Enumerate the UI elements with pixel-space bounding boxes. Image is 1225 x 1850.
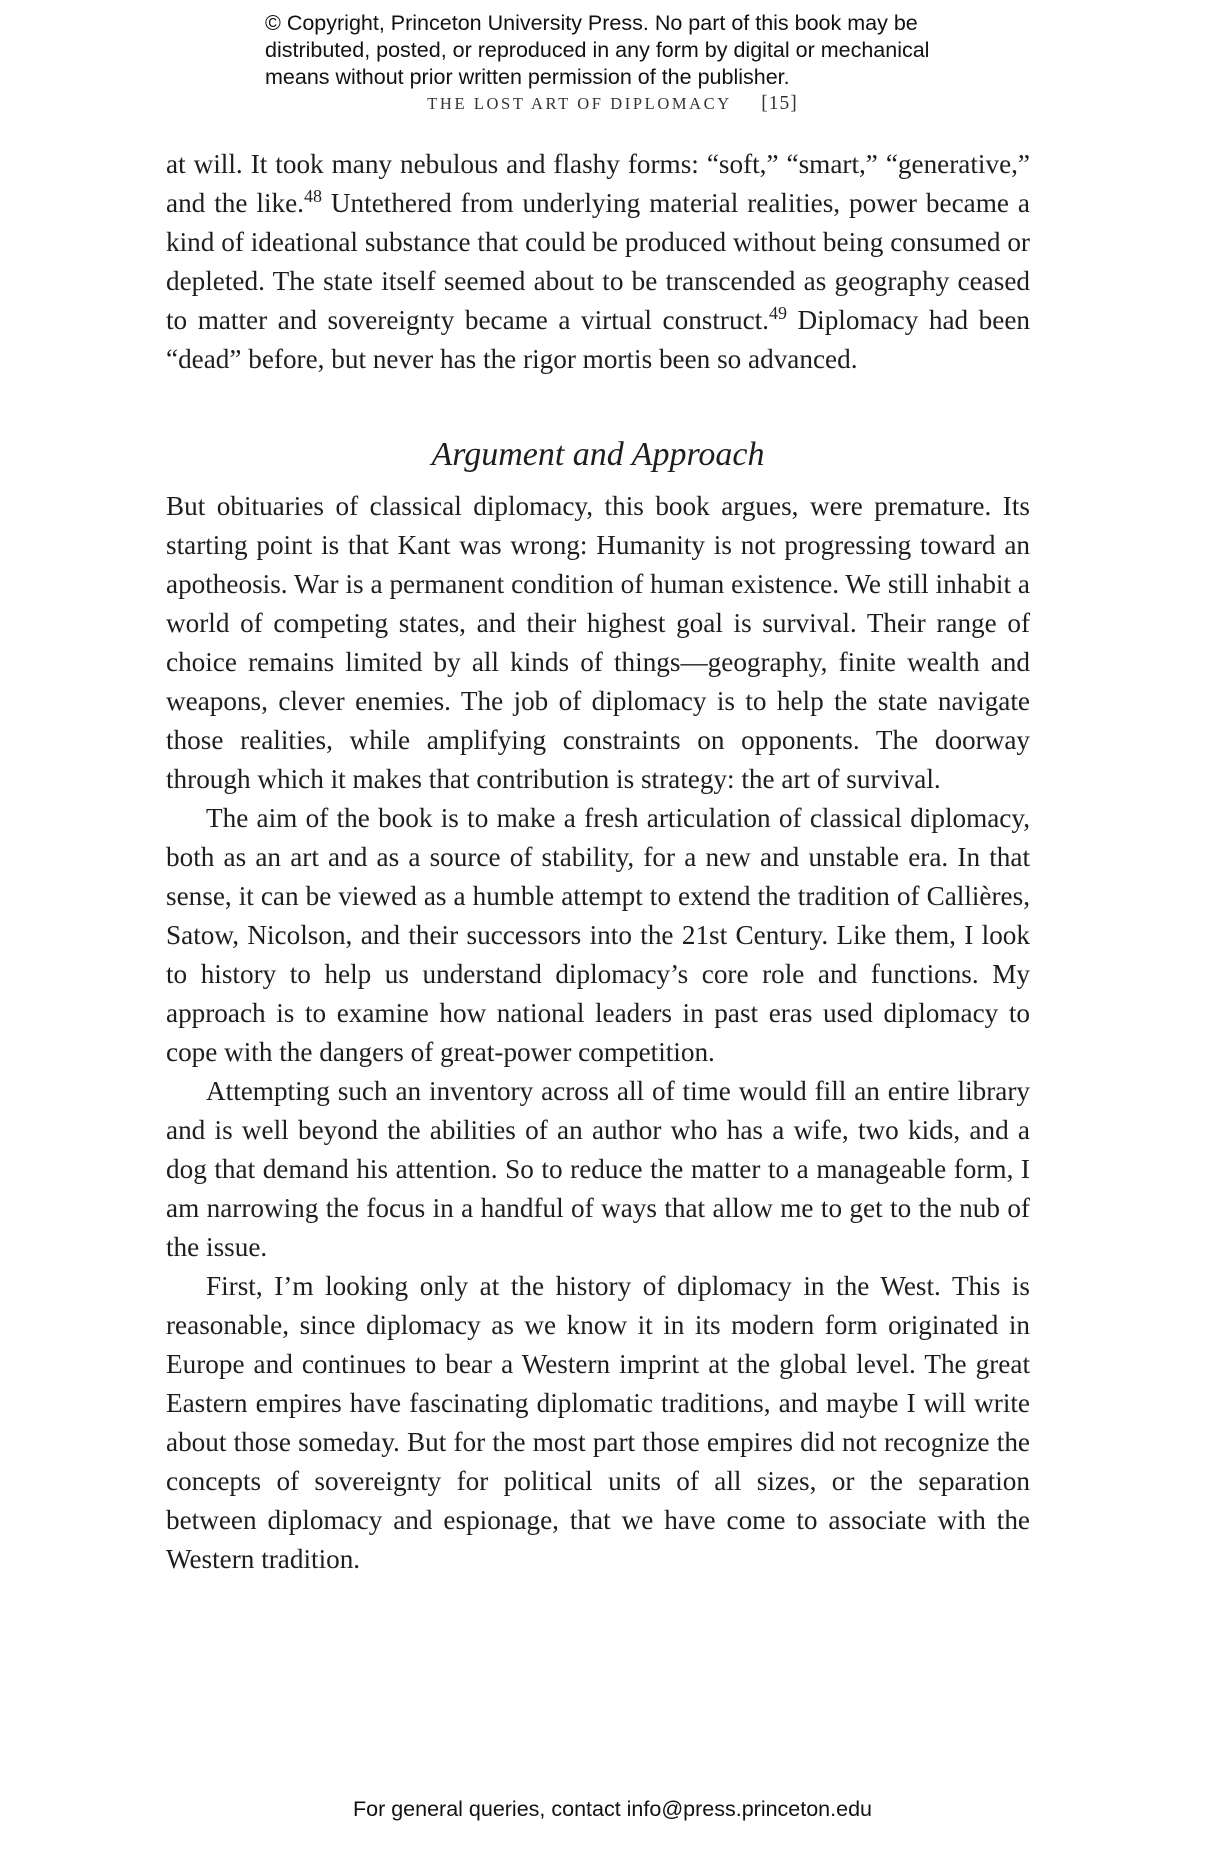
- paragraph: The aim of the book is to make a fresh articulation of classical diplomacy, both as an art and as a source of stability, for a new and unstable era. In that sense, it can be viewed as a humble attempt to extend the tradition of Callières, Satow, Nicolson, and their successors into the 21st Century. Like them, I look to history to help us understand diplomacy’s core role and functions. My approach is to examine how national leaders in past eras used diplomacy to cope with the dangers of great-power competition.: [166, 803, 1030, 1067]
- running-head-title: THE LOST ART OF DIPLOMACY: [427, 94, 732, 113]
- footnote-marker[interactable]: 48: [303, 186, 322, 206]
- paragraph: Attempting such an inventory across all of time would fill an entire library and is well beyond the abilities of an author who has a wife, two kids, and a dog that demand his attention. So to reduce the matter to a manageable form, I am narrowing the focus in a handful of ways that allow me to get to the nub of the issue.: [166, 1076, 1030, 1262]
- paragraph: First, I’m looking only at the history of diplomacy in the West. This is reasonable, since diplomacy as we know it in its modern form originated in Europe and continues to bear a Western imprint at the global level. The great Eastern empires have fascinating diplomatic traditions, and maybe I will write about those someday. But for the most part those empires did not recognize the concepts of sovereignty for political units of all sizes, or the separation between diplomacy and espionage, that we have come to associate with the Western tradition.: [166, 1271, 1030, 1574]
- footnote-marker[interactable]: 49: [768, 303, 787, 323]
- running-head: [0, 93, 1225, 115]
- page-body: [166, 145, 1030, 1579]
- copyright-line: means without prior written permission of the publisher.: [265, 65, 790, 89]
- copyright-line: © Copyright, Princeton University Press. No part of this book may be: [265, 11, 918, 35]
- paragraph: But obituaries of classical diplomacy, this book argues, were premature. Its starting point is that Kant was wrong: Humanity is not progressing toward an apotheosis. War is a permanent condition of human existence. We still inhabit a world of competing states, and their highest goal is survival. Their range of choice remains limited by all kinds of things—geography, finite wealth and weapons, clever enemies. The job of diplomacy is to help the state navigate those realities, while amplifying constraints on opponents. The doorway through which it makes that contribution is strategy: the art of survival.: [166, 491, 1030, 794]
- paragraph-text: Untethered from underlying material realities, power became a kind of ideational substance that could be produced without being consumed or depleted. The state itself seemed about to be transcended as geography ceased to matter and sovereignty became a virtual construct.: [166, 188, 1030, 335]
- copyright-line: distributed, posted, or reproduced in any form by digital or mechanical: [265, 38, 930, 62]
- paragraph-text: at will. It took many nebulous and flashy forms: “soft,” “smart,” “generative,” and the like.: [166, 149, 1030, 218]
- section-heading: Argument and Approach: [431, 436, 765, 473]
- paragraph: [166, 145, 1030, 379]
- paragraph-text: Diplomacy had been “dead” before, but never has the rigor mortis been so advanced.: [166, 305, 1030, 374]
- copyright-notice: [265, 10, 1025, 91]
- page-number: [15]: [761, 93, 798, 114]
- footer-contact: For general queries, contact info@press.princeton.edu: [352, 1797, 872, 1821]
